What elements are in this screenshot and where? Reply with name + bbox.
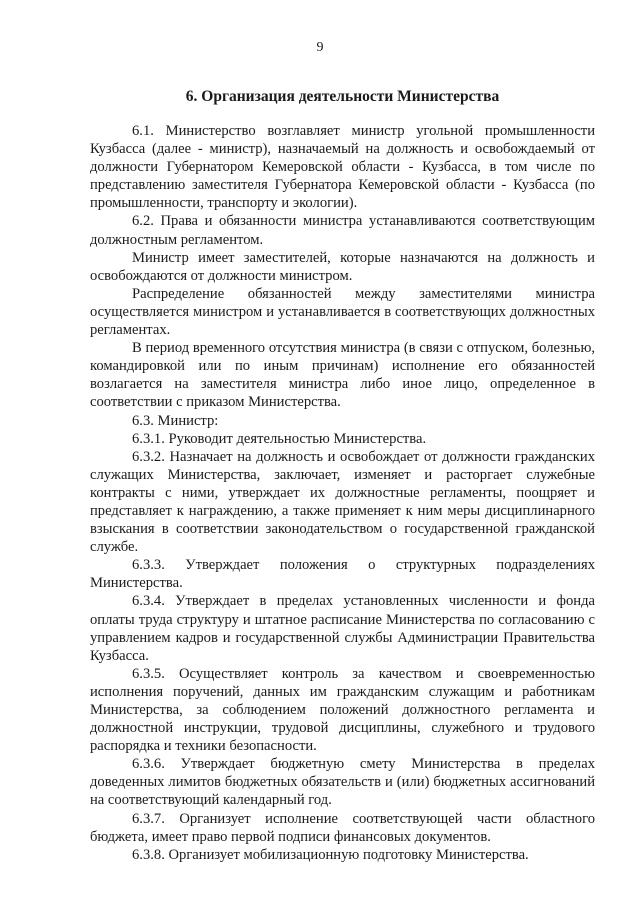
paragraph-6-3-2: 6.3.2. Назначает на должность и освобождает от должности гражданских служащих Министерства, заключает, изменяет и расторгает служебные контракты с ними, утверждает их должностные регламенты, поощряет и представляет к награждению, а также применяет к ним меры дисциплинарного взыскания в соответствии законодательством о государственной гражданской службе. xyxy=(90,448,595,556)
paragraph-6-3-8: 6.3.8. Организует мобилизационную подготовку Министерства. xyxy=(132,846,529,863)
paragraph-6-3-3: 6.3.3. Утверждает положения о структурных подразделениях Министерства. xyxy=(90,557,595,592)
paragraph-6-1: 6.1. Министерство возглавляет министр угольной промышленности Кузбасса (далее - министр), назначаемый на должность и освобождаемый от должности Губернатором Кемеровской области - Кузбасса, в том числе по представлению заместителя Губернатора Кемеровской области - Кузбасса (по промышленности, транспорту и экологии). xyxy=(90,123,595,212)
section-heading: 6. Организация деятельности Министерства xyxy=(185,88,500,105)
paragraph-6-3-5: 6.3.5. Осуществляет контроль за качеством и своевременностью исполнения поручений, данных им гражданским служащим и работникам Министерства, за соблюдением положений должностного регламента и должностной инструкции, трудовой дисциплины, служебного и трудового распорядка и техники безопасности. xyxy=(90,665,595,755)
document-body xyxy=(90,122,595,864)
paragraph-duties-distribution: Распределение обязанностей между заместителями министра осуществляется министром и устанавливается в соответствующих должностных регламентах. xyxy=(90,285,595,339)
paragraph-absence: В период временного отсутствия министра (в связи с отпуском, болезнью, командировкой или по иным причинам) исполнение его обязанностей возлагается на заместителя министра либо иное лицо, определенное в соответствии с приказом Министерства. xyxy=(90,340,595,411)
paragraph-6-3-1: 6.3.1. Руководит деятельностью Министерства. xyxy=(132,430,427,447)
paragraph-deputies: Министр имеет заместителей, которые назначаются на должность и освобождаются от должности министром. xyxy=(90,249,595,284)
page-number: 9 xyxy=(316,40,324,55)
paragraph-6-3-4: 6.3.4. Утверждает в пределах установленных численности и фонда оплаты труда структуру и штатное расписание Министерства по согласованию с управлением кадров и государственной службы Администрации Правительства Кузбасса. xyxy=(90,593,595,664)
paragraph-6-3-7: 6.3.7. Организует исполнение соответствующей части областного бюджета, имеет право первой подписи финансовых документов. xyxy=(90,810,595,845)
paragraph-6-3: 6.3. Министр: xyxy=(132,412,219,429)
paragraph-6-3-6: 6.3.6. Утверждает бюджетную смету Министерства в пределах доведенных лимитов бюджетных обязательств и (или) бюджетных ассигнований на соответствующий календарный год. xyxy=(90,756,595,809)
paragraph-6-2: 6.2. Права и обязанности министра устанавливаются соответствующим должностным регламентом. xyxy=(90,213,595,248)
